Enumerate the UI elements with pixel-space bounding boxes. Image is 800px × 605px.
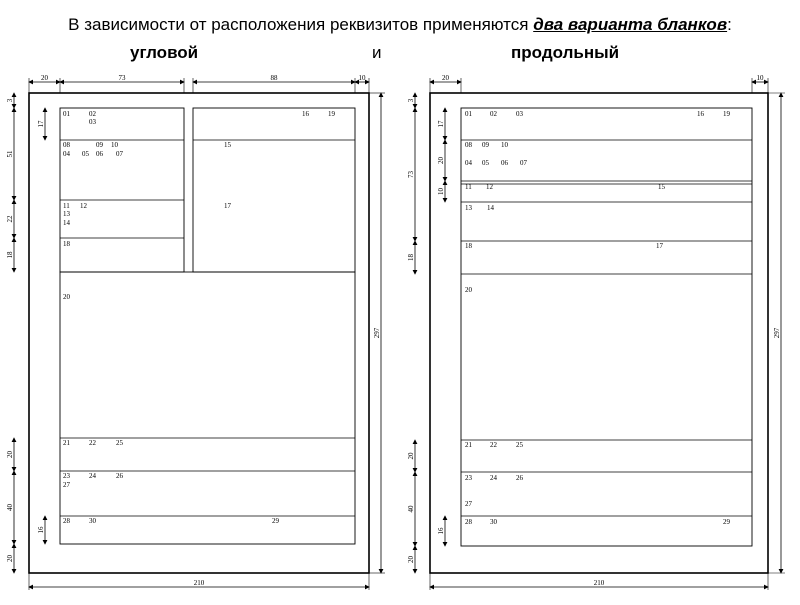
long-field-08: 08 bbox=[465, 141, 472, 149]
long-dim-left-20c: 20 bbox=[407, 556, 415, 563]
long-field-21: 21 bbox=[465, 441, 472, 449]
long-field-27: 27 bbox=[465, 500, 472, 508]
long-field-30: 30 bbox=[490, 518, 497, 526]
long-dim-left-16: 16 bbox=[437, 527, 445, 535]
long-dim-left-3: 3 bbox=[407, 98, 415, 103]
corner-field-14: 14 bbox=[63, 219, 70, 227]
corner-field-01: 01 bbox=[63, 110, 70, 118]
long-field-25: 25 bbox=[516, 441, 523, 449]
long-dim-left-20: 20 bbox=[437, 157, 445, 164]
corner-field-15: 15 bbox=[224, 141, 231, 149]
long-form-inner-block bbox=[461, 108, 752, 546]
corner-field-06: 06 bbox=[96, 150, 103, 158]
corner-field-28: 28 bbox=[63, 517, 70, 525]
corner-form-header-block bbox=[60, 108, 184, 272]
corner-field-29: 29 bbox=[272, 517, 279, 525]
corner-field-08: 08 bbox=[63, 141, 70, 149]
long-field-24: 24 bbox=[490, 474, 497, 482]
corner-dim-top-73: 73 bbox=[118, 74, 126, 82]
corner-dim-left-18: 18 bbox=[6, 251, 14, 259]
long-dim-left-18: 18 bbox=[407, 254, 415, 261]
long-dim-top-20: 20 bbox=[442, 74, 449, 82]
long-field-15: 15 bbox=[658, 183, 665, 191]
long-dim-left-17: 17 bbox=[437, 120, 445, 128]
corner-field-16: 16 bbox=[302, 110, 309, 118]
long-field-05: 05 bbox=[482, 159, 489, 167]
long-field-13: 13 bbox=[465, 204, 472, 212]
long-field-07: 07 bbox=[520, 159, 527, 167]
corner-field-26: 26 bbox=[116, 472, 123, 480]
header-emphasis: два варианта бланков bbox=[533, 15, 728, 34]
corner-dim-left-20: 20 bbox=[6, 451, 14, 458]
corner-field-23: 23 bbox=[63, 472, 70, 480]
long-field-04: 04 bbox=[465, 159, 472, 167]
corner-field-04: 04 bbox=[63, 150, 70, 158]
corner-field-02: 02 bbox=[89, 110, 96, 118]
long-dim-width: 210 bbox=[593, 579, 605, 587]
long-form-label: продольный bbox=[511, 43, 620, 62]
corner-dim-width: 210 bbox=[193, 579, 205, 587]
corner-field-11: 11 bbox=[63, 202, 70, 210]
corner-field-27: 27 bbox=[63, 481, 70, 489]
corner-field-21: 21 bbox=[63, 439, 70, 447]
corner-dim-top-10: 10 bbox=[358, 74, 366, 82]
conjunction-label: и bbox=[372, 43, 382, 62]
long-field-18: 18 bbox=[465, 242, 472, 250]
corner-field-19: 19 bbox=[328, 110, 335, 118]
corner-dim-top-88: 88 bbox=[270, 74, 278, 82]
corner-form-page bbox=[29, 93, 369, 573]
corner-dim-left-16: 16 bbox=[37, 526, 45, 534]
long-field-09: 09 bbox=[482, 141, 489, 149]
long-field-26: 26 bbox=[516, 474, 523, 482]
long-dim-height: 297 bbox=[773, 327, 781, 339]
corner-dim-left-17: 17 bbox=[37, 120, 45, 128]
long-field-16: 16 bbox=[697, 110, 704, 118]
corner-form-body-block bbox=[60, 272, 355, 544]
long-field-11: 11 bbox=[465, 183, 472, 191]
long-dim-top-10: 10 bbox=[756, 74, 764, 82]
corner-dim-height: 297 bbox=[373, 327, 381, 339]
long-dim-left-20b: 20 bbox=[407, 452, 415, 460]
corner-field-05: 05 bbox=[82, 150, 89, 158]
corner-field-13: 13 bbox=[63, 210, 70, 218]
long-field-23: 23 bbox=[465, 474, 472, 482]
corner-field-24: 24 bbox=[89, 472, 96, 480]
corner-field-03: 03 bbox=[89, 118, 96, 126]
header-suffix: : bbox=[727, 15, 732, 34]
corner-field-09: 09 bbox=[96, 141, 103, 149]
corner-field-25: 25 bbox=[116, 439, 123, 447]
corner-form-side-block bbox=[193, 108, 355, 272]
long-field-10: 10 bbox=[501, 141, 508, 149]
corner-field-20: 20 bbox=[63, 293, 70, 301]
long-field-20: 20 bbox=[465, 286, 472, 294]
corner-field-30: 30 bbox=[89, 517, 96, 525]
long-field-01: 01 bbox=[465, 110, 472, 118]
long-dim-left-10: 10 bbox=[437, 188, 445, 195]
long-form-page bbox=[430, 93, 768, 573]
header-prefix: В зависимости от расположения реквизитов применяются bbox=[68, 15, 534, 34]
long-field-14: 14 bbox=[487, 204, 494, 212]
long-field-06: 06 bbox=[501, 159, 508, 167]
corner-dim-left-20b: 20 bbox=[6, 555, 14, 562]
corner-dim-left-3: 3 bbox=[6, 98, 14, 103]
corner-form-label: угловой bbox=[130, 43, 199, 62]
long-field-22: 22 bbox=[490, 441, 497, 449]
long-dim-left-73: 73 bbox=[407, 171, 415, 178]
long-field-03: 03 bbox=[516, 110, 523, 118]
long-field-12: 12 bbox=[486, 183, 493, 191]
long-field-29: 29 bbox=[723, 518, 730, 526]
corner-dim-left-51: 51 bbox=[6, 150, 14, 158]
corner-field-10: 10 bbox=[111, 141, 118, 149]
corner-field-18: 18 bbox=[63, 240, 70, 248]
corner-field-07: 07 bbox=[116, 150, 123, 158]
long-field-19: 19 bbox=[723, 110, 730, 118]
corner-dim-left-40: 40 bbox=[6, 504, 14, 511]
corner-field-12: 12 bbox=[80, 202, 87, 210]
corner-dim-left-22: 22 bbox=[6, 215, 14, 223]
corner-dim-top-20: 20 bbox=[41, 74, 48, 82]
corner-field-22: 22 bbox=[89, 439, 96, 447]
long-field-02: 02 bbox=[490, 110, 497, 118]
long-dim-left-40: 40 bbox=[407, 505, 415, 513]
long-field-17: 17 bbox=[656, 242, 663, 250]
long-field-28: 28 bbox=[465, 518, 472, 526]
corner-field-17: 17 bbox=[224, 202, 231, 210]
